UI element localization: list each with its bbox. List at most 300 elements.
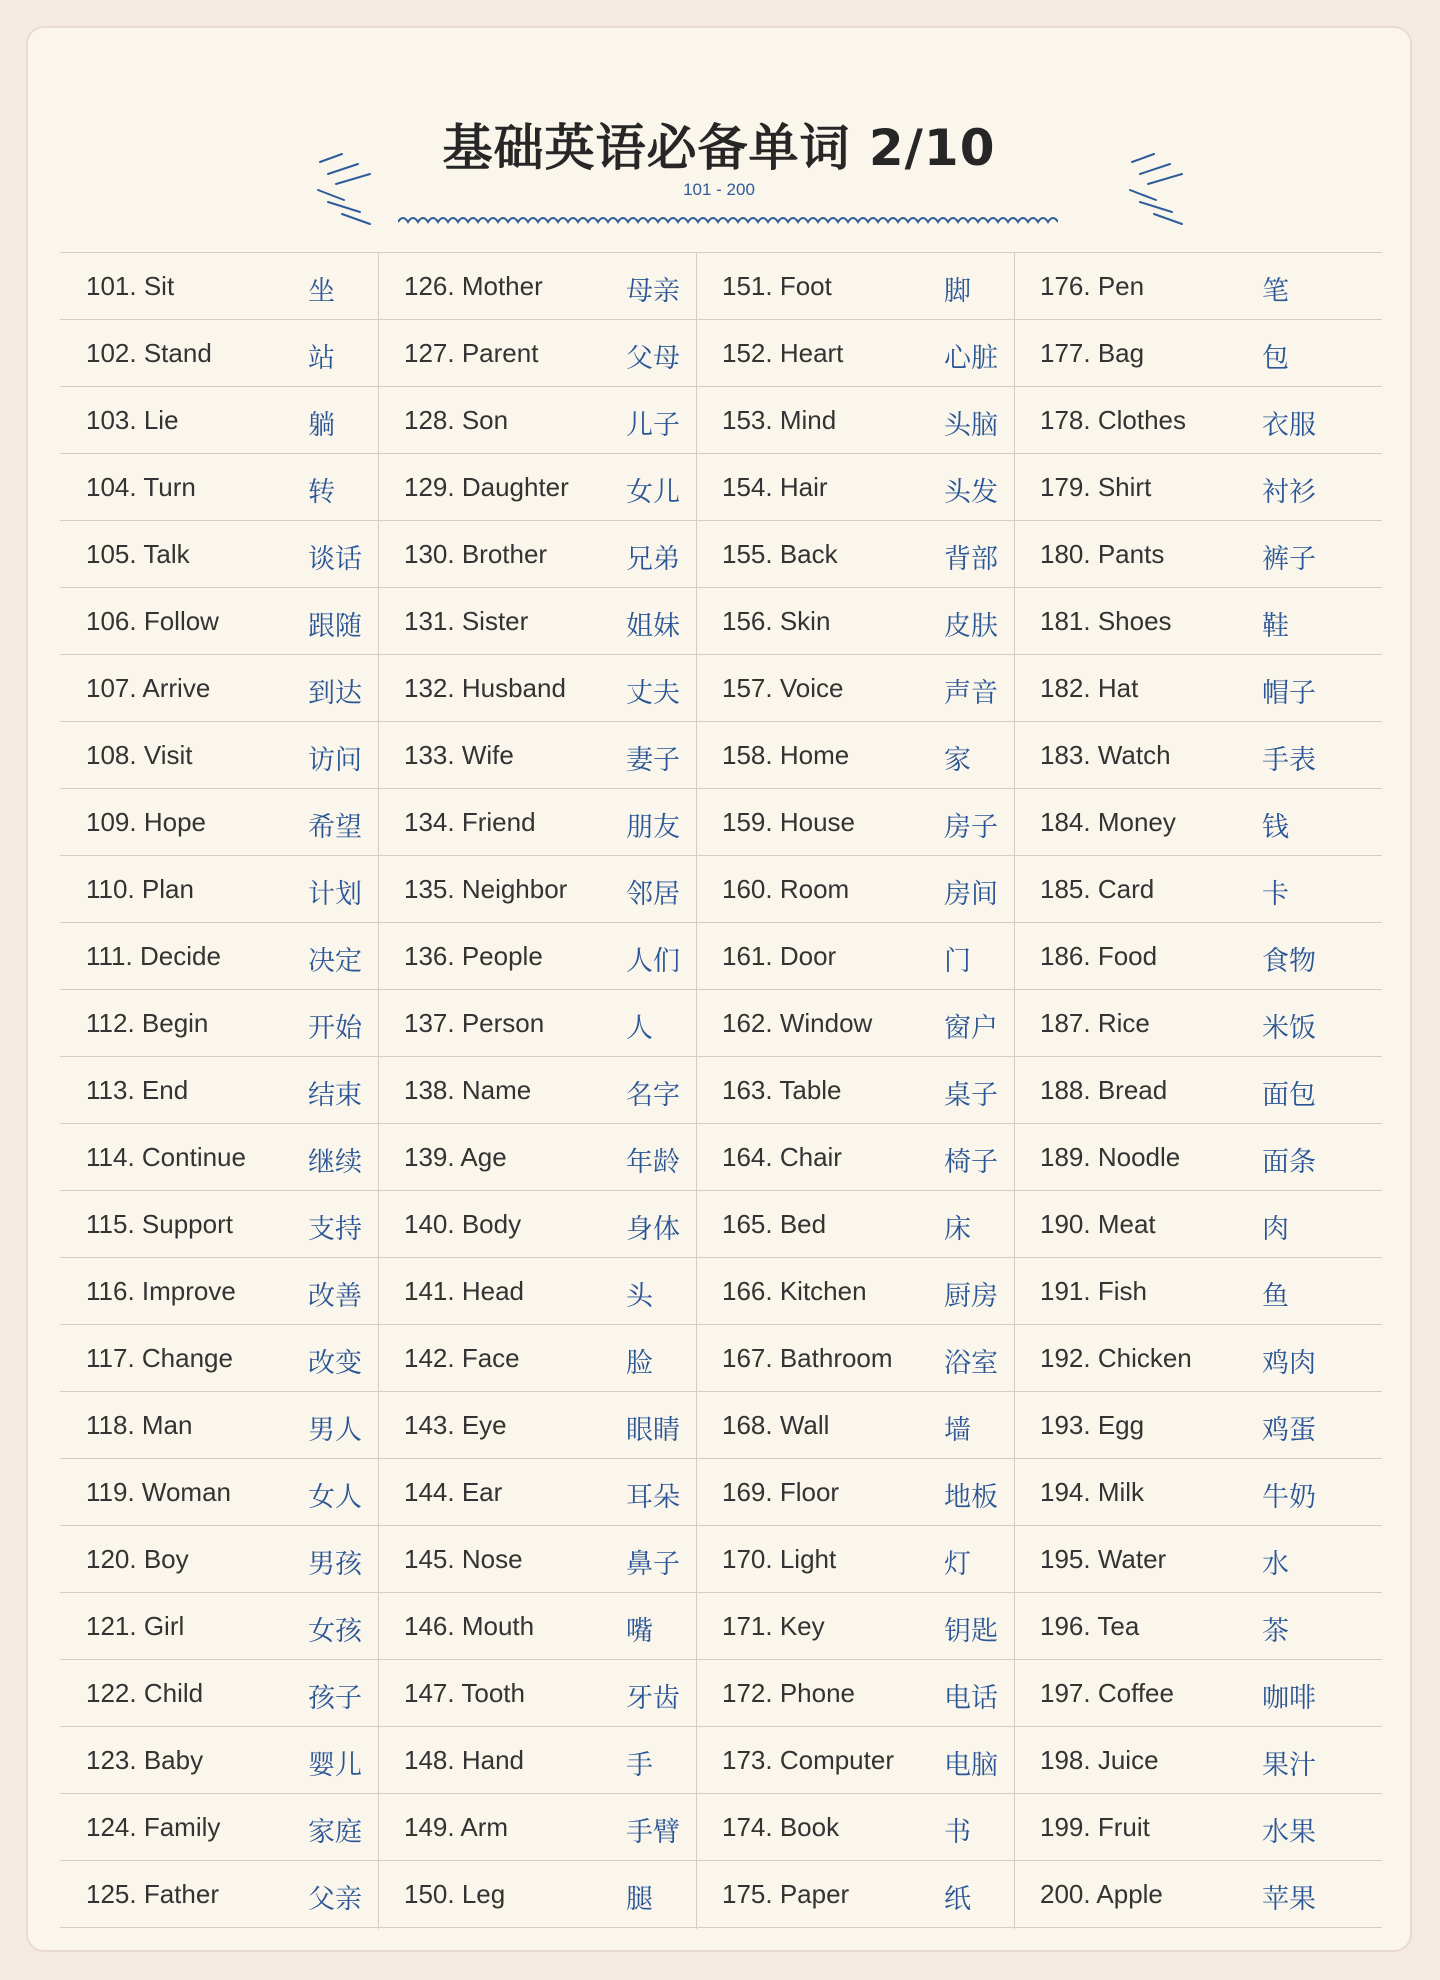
word-row <box>378 789 696 856</box>
word-row <box>696 1124 1014 1191</box>
english-word: 126. Mother <box>404 271 543 301</box>
english-word: 131. Sister <box>404 606 529 636</box>
word-row <box>696 1526 1014 1593</box>
english-word: 174. Book <box>722 1812 840 1842</box>
chinese-translation: 面包 <box>1262 1080 1316 1111</box>
word-column-1 <box>60 253 379 1929</box>
english-word: 194. Milk <box>1040 1477 1145 1507</box>
word-row <box>1014 1057 1382 1124</box>
word-row <box>1014 722 1382 789</box>
chinese-translation: 兄弟 <box>626 544 680 575</box>
english-word: 154. Hair <box>722 472 828 502</box>
english-word: 192. Chicken <box>1040 1343 1192 1373</box>
word-row <box>60 1325 378 1392</box>
english-word: 132. Husband <box>404 673 566 703</box>
word-row <box>696 722 1014 789</box>
english-word: 110. Plan <box>86 874 194 904</box>
chinese-translation: 钱 <box>1262 812 1289 843</box>
english-word: 109. Hope <box>86 807 206 837</box>
word-row <box>378 320 696 387</box>
english-word: 182. Hat <box>1040 673 1139 703</box>
chinese-translation: 决定 <box>308 946 362 977</box>
chinese-translation: 鸡肉 <box>1262 1348 1316 1379</box>
english-word: 157. Voice <box>722 673 844 703</box>
word-row <box>378 387 696 454</box>
english-word: 200. Apple <box>1040 1879 1163 1909</box>
english-word: 105. Talk <box>86 539 190 569</box>
english-word: 133. Wife <box>404 740 514 770</box>
chinese-translation: 声音 <box>944 678 998 709</box>
word-row <box>1014 1258 1382 1325</box>
header <box>28 28 1410 228</box>
chinese-translation: 母亲 <box>626 276 680 307</box>
chinese-translation: 鸡蛋 <box>1262 1415 1316 1446</box>
english-word: 114. Continue <box>86 1142 246 1172</box>
chinese-translation: 朋友 <box>626 812 680 843</box>
english-word: 145. Nose <box>404 1544 523 1574</box>
word-row <box>60 990 378 1057</box>
english-word: 198. Juice <box>1040 1745 1159 1775</box>
word-row <box>696 655 1014 722</box>
word-row <box>1014 1660 1382 1727</box>
word-row <box>60 320 378 387</box>
word-row <box>696 1258 1014 1325</box>
chinese-translation: 计划 <box>308 879 362 910</box>
word-row <box>1014 856 1382 923</box>
word-row <box>60 1459 378 1526</box>
chinese-translation: 桌子 <box>944 1080 998 1111</box>
chinese-translation: 电话 <box>944 1683 998 1714</box>
word-row <box>696 588 1014 655</box>
word-column-4 <box>1014 253 1382 1929</box>
word-row <box>1014 990 1382 1057</box>
word-row <box>378 1794 696 1861</box>
chinese-translation: 男孩 <box>308 1549 362 1580</box>
word-row <box>378 253 696 320</box>
chinese-translation: 女孩 <box>308 1616 362 1647</box>
english-word: 138. Name <box>404 1075 532 1105</box>
chinese-translation: 纸 <box>944 1884 971 1915</box>
english-word: 139. Age <box>404 1142 507 1172</box>
word-row <box>60 1057 378 1124</box>
word-row <box>696 1057 1014 1124</box>
chinese-translation: 访问 <box>308 745 362 776</box>
chinese-translation: 背部 <box>944 544 998 575</box>
word-row <box>1014 454 1382 521</box>
chinese-translation: 头 <box>626 1281 653 1312</box>
english-word: 188. Bread <box>1040 1075 1168 1105</box>
english-word: 101. Sit <box>86 271 175 301</box>
chinese-translation: 改变 <box>308 1348 362 1379</box>
chinese-translation: 手臂 <box>626 1817 680 1848</box>
english-word: 129. Daughter <box>404 472 569 502</box>
english-word: 199. Fruit <box>1040 1812 1150 1842</box>
english-word: 115. Support <box>86 1209 233 1239</box>
chinese-translation: 门 <box>944 946 971 977</box>
english-word: 128. Son <box>404 405 509 435</box>
word-row <box>1014 521 1382 588</box>
english-word: 158. Home <box>722 740 850 770</box>
english-word: 162. Window <box>722 1008 873 1038</box>
chinese-translation: 椅子 <box>944 1147 998 1178</box>
word-row <box>378 588 696 655</box>
english-word: 124. Family <box>86 1812 221 1842</box>
english-word: 149. Arm <box>404 1812 509 1842</box>
english-word: 183. Watch <box>1040 740 1171 770</box>
chinese-translation: 孩子 <box>308 1683 362 1714</box>
chinese-translation: 希望 <box>308 812 362 843</box>
word-row <box>696 856 1014 923</box>
chinese-translation: 男人 <box>308 1415 362 1446</box>
chinese-translation: 父母 <box>626 343 680 374</box>
english-word: 190. Meat <box>1040 1209 1156 1239</box>
chinese-translation: 水果 <box>1262 1817 1316 1848</box>
chinese-translation: 改善 <box>308 1281 362 1312</box>
word-row <box>378 1526 696 1593</box>
word-row <box>60 387 378 454</box>
english-word: 176. Pen <box>1040 271 1145 301</box>
english-word: 156. Skin <box>722 606 831 636</box>
chinese-translation: 家庭 <box>308 1817 362 1848</box>
chinese-translation: 名字 <box>626 1080 680 1111</box>
english-word: 175. Paper <box>722 1879 850 1909</box>
word-row <box>60 1593 378 1660</box>
word-row <box>378 655 696 722</box>
word-row <box>60 1191 378 1258</box>
word-row <box>378 1392 696 1459</box>
word-row <box>60 655 378 722</box>
chinese-translation: 鱼 <box>1262 1281 1289 1312</box>
english-word: 147. Tooth <box>404 1678 525 1708</box>
english-word: 150. Leg <box>404 1879 506 1909</box>
chinese-translation: 厨房 <box>944 1281 998 1312</box>
chinese-translation: 米饭 <box>1262 1013 1316 1044</box>
chinese-translation: 皮肤 <box>944 611 998 642</box>
word-row <box>60 1794 378 1861</box>
chinese-translation: 窗户 <box>944 1013 998 1044</box>
english-word: 151. Foot <box>722 271 832 301</box>
english-word: 141. Head <box>404 1276 524 1306</box>
english-word: 179. Shirt <box>1040 472 1152 502</box>
word-row <box>378 1727 696 1794</box>
english-word: 118. Man <box>86 1410 193 1440</box>
chinese-translation: 头发 <box>944 477 998 508</box>
chinese-translation: 房间 <box>944 879 998 910</box>
word-row <box>696 1861 1014 1928</box>
chinese-translation: 女人 <box>308 1482 362 1513</box>
chinese-translation: 婴儿 <box>308 1750 362 1781</box>
chinese-translation: 鞋 <box>1262 611 1289 642</box>
chinese-translation: 丈夫 <box>626 678 680 709</box>
english-word: 103. Lie <box>86 405 179 435</box>
word-row <box>696 990 1014 1057</box>
english-word: 197. Coffee <box>1040 1678 1174 1708</box>
english-word: 167. Bathroom <box>722 1343 893 1373</box>
chinese-translation: 人 <box>626 1013 653 1044</box>
word-row <box>1014 1325 1382 1392</box>
word-row <box>696 1392 1014 1459</box>
word-row <box>696 320 1014 387</box>
word-row <box>60 1124 378 1191</box>
vocabulary-table <box>60 252 1382 1929</box>
word-row <box>378 856 696 923</box>
english-word: 117. Change <box>86 1343 233 1373</box>
chinese-translation: 灯 <box>944 1549 971 1580</box>
chinese-translation: 咖啡 <box>1262 1683 1316 1714</box>
word-row <box>696 1593 1014 1660</box>
english-word: 148. Hand <box>404 1745 524 1775</box>
english-word: 140. Body <box>404 1209 522 1239</box>
chinese-translation: 肉 <box>1262 1214 1289 1245</box>
english-word: 160. Room <box>722 874 850 904</box>
english-word: 195. Water <box>1040 1544 1167 1574</box>
chinese-translation: 书 <box>944 1817 971 1848</box>
word-row <box>60 1526 378 1593</box>
english-word: 164. Chair <box>722 1142 842 1172</box>
word-row <box>60 789 378 856</box>
word-row <box>1014 1124 1382 1191</box>
chinese-translation: 裤子 <box>1262 544 1316 575</box>
chinese-translation: 继续 <box>308 1147 362 1178</box>
english-word: 171. Key <box>722 1611 825 1641</box>
word-row <box>696 1459 1014 1526</box>
chinese-translation: 钥匙 <box>944 1616 998 1647</box>
english-word: 166. Kitchen <box>722 1276 867 1306</box>
english-word: 180. Pants <box>1040 539 1165 569</box>
chinese-translation: 站 <box>308 343 335 374</box>
english-word: 113. End <box>86 1075 189 1105</box>
word-row <box>1014 320 1382 387</box>
word-row <box>696 454 1014 521</box>
word-row <box>696 1660 1014 1727</box>
chinese-translation: 手 <box>626 1750 653 1781</box>
chinese-translation: 家 <box>944 745 971 776</box>
word-row <box>378 722 696 789</box>
english-word: 125. Father <box>86 1879 219 1909</box>
chinese-translation: 人们 <box>626 946 680 977</box>
english-word: 177. Bag <box>1040 338 1145 368</box>
english-word: 102. Stand <box>86 338 212 368</box>
chinese-translation: 衣服 <box>1262 410 1316 441</box>
english-word: 163. Table <box>722 1075 842 1105</box>
word-row <box>378 1057 696 1124</box>
chinese-translation: 面条 <box>1262 1147 1316 1178</box>
word-row <box>696 1325 1014 1392</box>
english-word: 134. Friend <box>404 807 536 837</box>
chinese-translation: 躺 <box>308 410 335 441</box>
word-row <box>1014 1861 1382 1928</box>
word-row <box>60 856 378 923</box>
chinese-translation: 身体 <box>626 1214 680 1245</box>
chinese-translation: 跟随 <box>308 611 362 642</box>
english-word: 161. Door <box>722 941 837 971</box>
chinese-translation: 谈话 <box>308 544 362 575</box>
word-row <box>696 1794 1014 1861</box>
chinese-translation: 坐 <box>308 276 335 307</box>
chinese-translation: 牛奶 <box>1262 1482 1316 1513</box>
word-row <box>1014 789 1382 856</box>
english-word: 123. Baby <box>86 1745 204 1775</box>
word-row <box>1014 1794 1382 1861</box>
word-row <box>378 1258 696 1325</box>
chinese-translation: 邻居 <box>626 879 680 910</box>
english-word: 172. Phone <box>722 1678 856 1708</box>
word-row <box>1014 1727 1382 1794</box>
english-word: 173. Computer <box>722 1745 894 1775</box>
english-word: 127. Parent <box>404 338 539 368</box>
word-row <box>378 1325 696 1392</box>
word-row <box>1014 923 1382 990</box>
english-word: 146. Mouth <box>404 1611 535 1641</box>
english-word: 137. Person <box>404 1008 545 1038</box>
word-row <box>1014 253 1382 320</box>
chinese-translation: 心脏 <box>944 343 998 374</box>
word-row <box>696 789 1014 856</box>
word-row <box>60 253 378 320</box>
english-word: 104. Turn <box>86 472 196 502</box>
chinese-translation: 开始 <box>308 1013 362 1044</box>
word-row <box>1014 655 1382 722</box>
word-row <box>1014 1392 1382 1459</box>
chinese-translation: 儿子 <box>626 410 680 441</box>
english-word: 168. Wall <box>722 1410 830 1440</box>
chinese-translation: 手表 <box>1262 745 1316 776</box>
word-row <box>60 454 378 521</box>
chinese-translation: 衬衫 <box>1262 477 1316 508</box>
word-row <box>696 1191 1014 1258</box>
word-row <box>378 521 696 588</box>
word-row <box>378 923 696 990</box>
english-word: 185. Card <box>1040 874 1155 904</box>
word-row <box>378 1191 696 1258</box>
chinese-translation: 父亲 <box>308 1884 362 1915</box>
english-word: 155. Back <box>722 539 838 569</box>
english-word: 120. Boy <box>86 1544 189 1574</box>
chinese-translation: 包 <box>1262 343 1289 374</box>
chinese-translation: 脸 <box>626 1348 653 1379</box>
word-row <box>696 521 1014 588</box>
range-subtitle: 101 - 200 <box>683 180 755 199</box>
english-word: 106. Follow <box>86 606 219 636</box>
english-word: 187. Rice <box>1040 1008 1150 1038</box>
english-word: 170. Light <box>722 1544 837 1574</box>
english-word: 196. Tea <box>1040 1611 1140 1641</box>
english-word: 119. Woman <box>86 1477 232 1507</box>
word-row <box>60 1392 378 1459</box>
english-word: 144. Ear <box>404 1477 503 1507</box>
english-word: 121. Girl <box>86 1611 185 1641</box>
word-row <box>60 1727 378 1794</box>
word-row <box>60 722 378 789</box>
right-dash-decoration <box>1126 150 1196 230</box>
word-row <box>60 521 378 588</box>
word-row <box>60 1660 378 1727</box>
chinese-translation: 转 <box>308 477 335 508</box>
chinese-translation: 腿 <box>626 1884 653 1915</box>
english-word: 111. Decide <box>86 941 221 971</box>
english-word: 186. Food <box>1040 941 1158 971</box>
page-title: 基础英语必备单词 2/10 <box>442 119 996 177</box>
english-word: 184. Money <box>1040 807 1176 837</box>
word-row <box>1014 387 1382 454</box>
chinese-translation: 头脑 <box>944 410 998 441</box>
word-row <box>60 588 378 655</box>
chinese-translation: 牙齿 <box>626 1683 680 1714</box>
english-word: 112. Begin <box>86 1008 209 1038</box>
english-word: 116. Improve <box>86 1276 236 1306</box>
word-column-3 <box>696 253 1015 1929</box>
wave-underline <box>398 214 1058 228</box>
chinese-translation: 年龄 <box>626 1147 680 1178</box>
english-word: 178. Clothes <box>1040 405 1186 435</box>
word-row <box>378 990 696 1057</box>
english-word: 108. Visit <box>86 740 193 770</box>
vocabulary-card <box>26 26 1412 1952</box>
chinese-translation: 妻子 <box>626 745 680 776</box>
english-word: 130. Brother <box>404 539 548 569</box>
chinese-translation: 苹果 <box>1262 1884 1316 1915</box>
word-row <box>60 1861 378 1928</box>
english-word: 143. Eye <box>404 1410 507 1440</box>
english-word: 122. Child <box>86 1678 204 1708</box>
chinese-translation: 水 <box>1262 1549 1289 1580</box>
chinese-translation: 笔 <box>1262 276 1289 307</box>
english-word: 189. Noodle <box>1040 1142 1181 1172</box>
chinese-translation: 电脑 <box>944 1750 998 1781</box>
word-row <box>60 1258 378 1325</box>
chinese-translation: 姐妹 <box>626 611 680 642</box>
word-row <box>378 1861 696 1928</box>
chinese-translation: 女儿 <box>626 477 680 508</box>
chinese-translation: 耳朵 <box>626 1482 680 1513</box>
chinese-translation: 房子 <box>944 812 998 843</box>
chinese-translation: 墙 <box>944 1415 971 1446</box>
english-word: 193. Egg <box>1040 1410 1145 1440</box>
chinese-translation: 脚 <box>944 276 971 307</box>
english-word: 152. Heart <box>722 338 844 368</box>
word-row <box>378 454 696 521</box>
chinese-translation: 果汁 <box>1262 1750 1316 1781</box>
english-word: 169. Floor <box>722 1477 840 1507</box>
chinese-translation: 床 <box>944 1214 971 1245</box>
chinese-translation: 食物 <box>1262 946 1316 977</box>
word-row <box>378 1459 696 1526</box>
english-word: 135. Neighbor <box>404 874 568 904</box>
chinese-translation: 浴室 <box>944 1348 998 1379</box>
english-word: 107. Arrive <box>86 673 211 703</box>
chinese-translation: 茶 <box>1262 1616 1289 1647</box>
english-word: 142. Face <box>404 1343 520 1373</box>
word-row <box>1014 1526 1382 1593</box>
word-row <box>696 1727 1014 1794</box>
chinese-translation: 卡 <box>1262 879 1289 910</box>
word-row <box>60 923 378 990</box>
word-row <box>696 923 1014 990</box>
word-row <box>1014 1593 1382 1660</box>
chinese-translation: 嘴 <box>626 1616 653 1647</box>
chinese-translation: 支持 <box>308 1214 362 1245</box>
word-row <box>378 1124 696 1191</box>
word-column-2 <box>378 253 697 1929</box>
word-row <box>696 253 1014 320</box>
english-word: 159. House <box>722 807 855 837</box>
word-row <box>696 387 1014 454</box>
english-word: 153. Mind <box>722 405 837 435</box>
english-word: 136. People <box>404 941 543 971</box>
chinese-translation: 结束 <box>308 1080 362 1111</box>
chinese-translation: 到达 <box>308 678 362 709</box>
english-word: 191. Fish <box>1040 1276 1147 1306</box>
